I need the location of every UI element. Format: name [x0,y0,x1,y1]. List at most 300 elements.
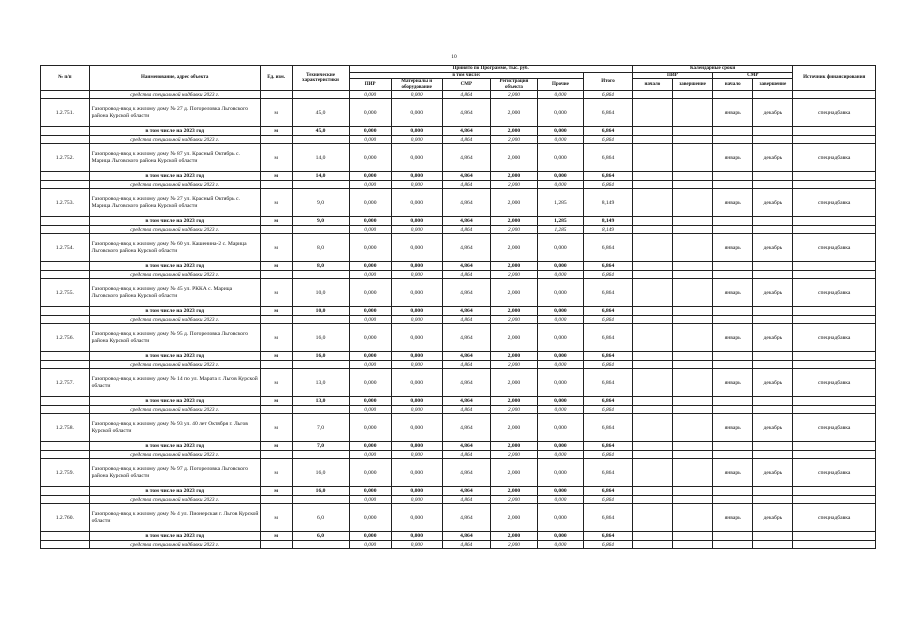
table-row [41,189,876,217]
subtotal-pir: 0,000 [349,442,391,451]
row-unit: м [260,99,292,127]
row-tech: 9,0 [292,189,349,217]
note-row [41,136,876,144]
header-pir-start: начало [632,79,672,91]
page-number: 10 [451,54,457,60]
row-pir: 0,000 [349,504,391,532]
note-registration: 2,000 [491,406,538,414]
row-materials: 0,000 [391,144,442,172]
row-pir-start [632,144,672,172]
note-total: 6,864 [584,271,633,279]
note-pir: 0,000 [349,451,391,459]
note-pir: 0,000 [349,226,391,234]
subtotal-tech: 7,0 [292,442,349,451]
note-smr: 4,864 [442,226,491,234]
row-total: 6,864 [584,369,633,397]
row-name: Газопровод-ввод к жилому дому № 93 ул. 40 лет Октября г. Льгов Курской области [89,414,260,442]
row-unit: м [260,504,292,532]
table-row [41,504,876,532]
header-name: Наименование, адрес объекта [89,66,260,91]
row-name: Газопровод-ввод к жилому дому № 4 ул. Пионерская г. Льгов Курской области [89,504,260,532]
row-materials: 0,000 [391,234,442,262]
header-registration: Регистрация объекта [491,79,538,91]
row-smr: 4,864 [442,234,491,262]
row-registration: 2,000 [491,324,538,352]
subtotal-tech: 6,0 [292,532,349,541]
subtotal-row [41,352,876,361]
note-label: средства специальной надбавки 2023 г. [89,316,260,324]
row-other: 0,000 [537,324,584,352]
subtotal-materials: 0,000 [391,532,442,541]
note-registration: 2,000 [491,316,538,324]
row-source: спецнадбавка [793,459,876,487]
subtotal-smr: 4,864 [442,172,491,181]
subtotal-total: 6,864 [584,127,633,136]
subtotal-total: 6,864 [584,487,633,496]
row-unit: м [260,459,292,487]
subtotal-materials: 0,000 [391,262,442,271]
note-row [41,496,876,504]
subtotal-pir: 0,000 [349,487,391,496]
subtotal-row [41,262,876,271]
row-pir-start [632,234,672,262]
top-note-row [41,91,876,99]
header-materials: Материалы и оборудование [391,79,442,91]
header-tech: Технические характеристики [292,66,349,91]
subtotal-label: в том числе на 2023 год [89,172,260,181]
subtotal-registration: 2,000 [491,127,538,136]
row-pir-start [632,414,672,442]
note-total: 6,864 [584,361,633,369]
row-other: 0,000 [537,144,584,172]
note-pir: 0,000 [349,316,391,324]
note-smr: 4,864 [442,406,491,414]
note-materials: 0,000 [391,226,442,234]
subtotal-tech: 13,0 [292,397,349,406]
row-num: 1.2.756. [41,324,90,352]
row-pir: 0,000 [349,279,391,307]
note-pir: 0,000 [349,361,391,369]
row-pir-start [632,324,672,352]
note-smr: 4,864 [442,496,491,504]
subtotal-unit: м [260,397,292,406]
note-registration: 2,000 [491,361,538,369]
note-smr: 4,864 [442,541,491,549]
note-other: 1,285 [537,226,584,234]
note-row [41,181,876,189]
subtotal-unit: м [260,127,292,136]
subtotal-pir: 0,000 [349,532,391,541]
row-source: спецнадбавка [793,234,876,262]
row-smr-end: декабрь [753,234,793,262]
note-row [41,541,876,549]
subtotal-registration: 2,000 [491,487,538,496]
subtotal-tech: 16,0 [292,487,349,496]
row-num: 1.2.759. [41,459,90,487]
note-total: 6,864 [584,496,633,504]
row-pir-start [632,279,672,307]
subtotal-other: 0,000 [537,442,584,451]
row-num: 1.2.758. [41,414,90,442]
row-registration: 2,000 [491,504,538,532]
row-pir: 0,000 [349,459,391,487]
row-registration: 2,000 [491,189,538,217]
row-other: 0,000 [537,369,584,397]
note-pir: 0,000 [349,91,391,99]
note-other: 0,000 [537,181,584,189]
note-registration: 2,000 [491,451,538,459]
row-num: 1.2.760. [41,504,90,532]
row-pir-end [672,189,712,217]
row-smr-start: январь [713,369,753,397]
table-body [41,91,876,549]
header-unit: Ед. изм. [260,66,292,91]
subtotal-label: в том числе на 2023 год [89,352,260,361]
row-pir-end [672,459,712,487]
row-unit: м [260,324,292,352]
note-other: 0,000 [537,406,584,414]
note-materials: 0,000 [391,541,442,549]
note-other: 0,000 [537,451,584,459]
row-source: спецнадбавка [793,99,876,127]
row-materials: 0,000 [391,414,442,442]
subtotal-tech: 9,0 [292,217,349,226]
note-pir: 0,000 [349,181,391,189]
row-tech: 13,0 [292,369,349,397]
row-tech: 10,0 [292,279,349,307]
row-pir: 0,000 [349,324,391,352]
row-num: 1.2.751. [41,99,90,127]
subtotal-smr: 4,864 [442,127,491,136]
note-other: 0,000 [537,496,584,504]
row-other: 0,000 [537,459,584,487]
subtotal-unit: м [260,532,292,541]
row-num: 1.2.752. [41,144,90,172]
note-total: 6,864 [584,316,633,324]
row-pir-start [632,189,672,217]
note-registration: 2,000 [491,496,538,504]
note-label: средства специальной надбавки 2023 г. [89,496,260,504]
row-tech: 6,0 [292,504,349,532]
row-smr: 4,864 [442,144,491,172]
subtotal-registration: 2,000 [491,307,538,316]
subtotal-row [41,172,876,181]
row-pir-end [672,234,712,262]
row-tech: 7,0 [292,414,349,442]
subtotal-label: в том числе на 2023 год [89,307,260,316]
row-pir: 0,000 [349,189,391,217]
subtotal-tech: 14,0 [292,172,349,181]
subtotal-materials: 0,000 [391,217,442,226]
row-pir-start [632,369,672,397]
note-other: 0,000 [537,541,584,549]
subtotal-row [41,397,876,406]
note-smr: 4,864 [442,316,491,324]
subtotal-registration: 2,000 [491,217,538,226]
note-label: средства специальной надбавки 2023 г. [89,136,260,144]
row-unit: м [260,234,292,262]
subtotal-other: 0,000 [537,487,584,496]
subtotal-row [41,127,876,136]
subtotal-row [41,442,876,451]
note-label: средства специальной надбавки 2023 г. [89,541,260,549]
note-label: средства специальной надбавки 2023 г. [89,181,260,189]
row-tech: 16,0 [292,324,349,352]
row-other: 0,000 [537,279,584,307]
subtotal-total: 6,864 [584,532,633,541]
subtotal-total: 6,864 [584,262,633,271]
row-materials: 0,000 [391,324,442,352]
row-materials: 0,000 [391,459,442,487]
subtotal-unit: м [260,217,292,226]
subtotal-pir: 0,000 [349,172,391,181]
subtotal-unit: м [260,442,292,451]
note-other: 0,000 [537,361,584,369]
row-pir-end [672,144,712,172]
subtotal-smr: 4,864 [442,262,491,271]
subtotal-registration: 2,000 [491,442,538,451]
note-other: 0,000 [537,136,584,144]
row-unit: м [260,369,292,397]
row-pir: 0,000 [349,99,391,127]
subtotal-tech: 10,0 [292,307,349,316]
subtotal-label: в том числе на 2023 год [89,487,260,496]
row-pir-start [632,504,672,532]
subtotal-pir: 0,000 [349,352,391,361]
row-num: 1.2.753. [41,189,90,217]
subtotal-unit: м [260,307,292,316]
subtotal-smr: 4,864 [442,397,491,406]
row-pir-end [672,414,712,442]
row-source: спецнадбавка [793,369,876,397]
row-total: 6,864 [584,234,633,262]
row-smr-end: декабрь [753,504,793,532]
row-other: 0,000 [537,99,584,127]
row-pir-end [672,324,712,352]
note-materials: 0,000 [391,496,442,504]
subtotal-other: 0,000 [537,352,584,361]
row-smr-end: декабрь [753,369,793,397]
note-row [41,226,876,234]
subtotal-pir: 0,000 [349,397,391,406]
note-smr: 4,864 [442,136,491,144]
row-name: Газопровод-ввод к жилому дому № 87 ул. Красный Октябрь с. Марица Льговского района Курской области [89,144,260,172]
row-materials: 0,000 [391,504,442,532]
row-registration: 2,000 [491,369,538,397]
subtotal-pir: 0,000 [349,307,391,316]
subtotal-pir: 0,000 [349,127,391,136]
note-row [41,451,876,459]
row-name: Газопровод-ввод к жилому дому № 27 д. Погореловка Льговского района Курской области [89,99,260,127]
subtotal-unit: м [260,262,292,271]
subtotal-other: 1,285 [537,217,584,226]
table-row [41,414,876,442]
row-source: спецнадбавка [793,414,876,442]
row-materials: 0,000 [391,369,442,397]
row-registration: 2,000 [491,279,538,307]
row-total: 6,864 [584,144,633,172]
header-calendar: Календарные сроки [632,66,793,73]
row-total: 6,864 [584,99,633,127]
subtotal-unit: м [260,487,292,496]
row-pir-end [672,279,712,307]
subtotal-total: 6,864 [584,172,633,181]
table-row [41,144,876,172]
note-label: средства специальной надбавки 2023 г. [89,226,260,234]
note-total: 6,864 [584,541,633,549]
row-pir-end [672,99,712,127]
row-smr-end: декабрь [753,279,793,307]
subtotal-registration: 2,000 [491,352,538,361]
row-total: 6,864 [584,279,633,307]
subtotal-smr: 4,864 [442,217,491,226]
row-total: 6,864 [584,324,633,352]
row-materials: 0,000 [391,279,442,307]
table-row [41,279,876,307]
note-registration: 2,000 [491,271,538,279]
note-materials: 0,000 [391,406,442,414]
subtotal-other: 0,000 [537,262,584,271]
row-name: Газопровод-ввод к жилому дому № 14 по ул. Марата г. Льгов Курской области [89,369,260,397]
subtotal-total: 6,864 [584,352,633,361]
note-label: средства специальной надбавки 2023 г. [89,361,260,369]
row-pir-end [672,369,712,397]
row-registration: 2,000 [491,459,538,487]
program-table [40,65,876,549]
note-row [41,271,876,279]
row-tech: 8,0 [292,234,349,262]
subtotal-label: в том числе на 2023 год [89,442,260,451]
header-price-group: Принято по Программе, тыс. руб. [349,66,632,73]
subtotal-row [41,307,876,316]
note-total: 6,864 [584,451,633,459]
note-pir: 0,000 [349,496,391,504]
row-smr: 4,864 [442,369,491,397]
row-source: спецнадбавка [793,504,876,532]
note-materials: 0,000 [391,91,442,99]
subtotal-smr: 4,864 [442,442,491,451]
subtotal-label: в том числе на 2023 год [89,217,260,226]
note-other: 0,000 [537,91,584,99]
row-smr-end: декабрь [753,459,793,487]
subtotal-tech: 45,0 [292,127,349,136]
subtotal-pir: 0,000 [349,262,391,271]
subtotal-materials: 0,000 [391,442,442,451]
subtotal-pir: 0,000 [349,217,391,226]
note-label: средства специальной надбавки 2023 г. [89,451,260,459]
table-row [41,99,876,127]
note-smr: 4,864 [442,271,491,279]
row-num: 1.2.757. [41,369,90,397]
note-pir: 0,000 [349,136,391,144]
row-materials: 0,000 [391,189,442,217]
note-label: средства специальной надбавки 2023 г. [89,406,260,414]
row-registration: 2,000 [491,99,538,127]
note-materials: 0,000 [391,316,442,324]
row-smr: 4,864 [442,279,491,307]
subtotal-total: 6,864 [584,397,633,406]
row-name: Газопровод-ввод к жилому дому № 95 д. Погореловка Льговского района Курской области [89,324,260,352]
note-materials: 0,000 [391,181,442,189]
note-registration: 2,000 [491,226,538,234]
row-total: 6,864 [584,459,633,487]
subtotal-other: 0,000 [537,397,584,406]
subtotal-label: в том числе на 2023 год [89,262,260,271]
row-source: спецнадбавка [793,189,876,217]
header-total: Итого [584,72,633,91]
row-other: 0,000 [537,234,584,262]
row-smr-start: январь [713,99,753,127]
subtotal-total: 6,864 [584,442,633,451]
row-materials: 0,000 [391,99,442,127]
row-source: спецнадбавка [793,324,876,352]
note-smr: 4,864 [442,181,491,189]
row-total: 6,864 [584,504,633,532]
note-total: 8,149 [584,226,633,234]
row-registration: 2,000 [491,144,538,172]
subtotal-materials: 0,000 [391,397,442,406]
note-label: средства специальной надбавки 2023 г. [89,91,260,99]
row-unit: м [260,189,292,217]
header-cal-smr: СМР [713,72,793,79]
subtotal-other: 0,000 [537,532,584,541]
subtotal-other: 0,000 [537,127,584,136]
row-smr-start: январь [713,414,753,442]
row-source: спецнадбавка [793,144,876,172]
note-smr: 4,864 [442,91,491,99]
subtotal-other: 0,000 [537,172,584,181]
subtotal-materials: 0,000 [391,172,442,181]
subtotal-registration: 2,000 [491,397,538,406]
header-source: Источник финансирования [793,66,876,91]
row-other: 0,000 [537,414,584,442]
subtotal-materials: 0,000 [391,127,442,136]
subtotal-materials: 0,000 [391,307,442,316]
table-row [41,324,876,352]
note-row [41,406,876,414]
row-tech: 45,0 [292,99,349,127]
row-smr-start: январь [713,279,753,307]
header-incl: в том числе: [349,72,584,79]
subtotal-other: 0,000 [537,307,584,316]
row-smr-start: январь [713,144,753,172]
note-smr: 4,864 [442,361,491,369]
subtotal-registration: 2,000 [491,532,538,541]
subtotal-smr: 4,864 [442,352,491,361]
row-smr: 4,864 [442,504,491,532]
table-header [41,66,876,91]
row-unit: м [260,414,292,442]
row-smr-start: январь [713,504,753,532]
row-smr-end: декабрь [753,414,793,442]
note-registration: 2,000 [491,181,538,189]
note-registration: 2,000 [491,541,538,549]
subtotal-total: 6,864 [584,307,633,316]
note-pir: 0,000 [349,541,391,549]
header-pir: ПИР [349,79,391,91]
row-name: Газопровод-ввод к жилому дому № 60 ул. Кашенина-2 с. Марица Льговского района Курской области [89,234,260,262]
note-registration: 2,000 [491,91,538,99]
table-row [41,459,876,487]
note-registration: 2,000 [491,136,538,144]
row-smr-start: январь [713,234,753,262]
row-pir-end [672,504,712,532]
note-total: 6,864 [584,91,633,99]
row-source: спецнадбавка [793,279,876,307]
header-cal-pir: ПИР [632,72,712,79]
subtotal-tech: 16,0 [292,352,349,361]
header-smr: СМР [442,79,491,91]
